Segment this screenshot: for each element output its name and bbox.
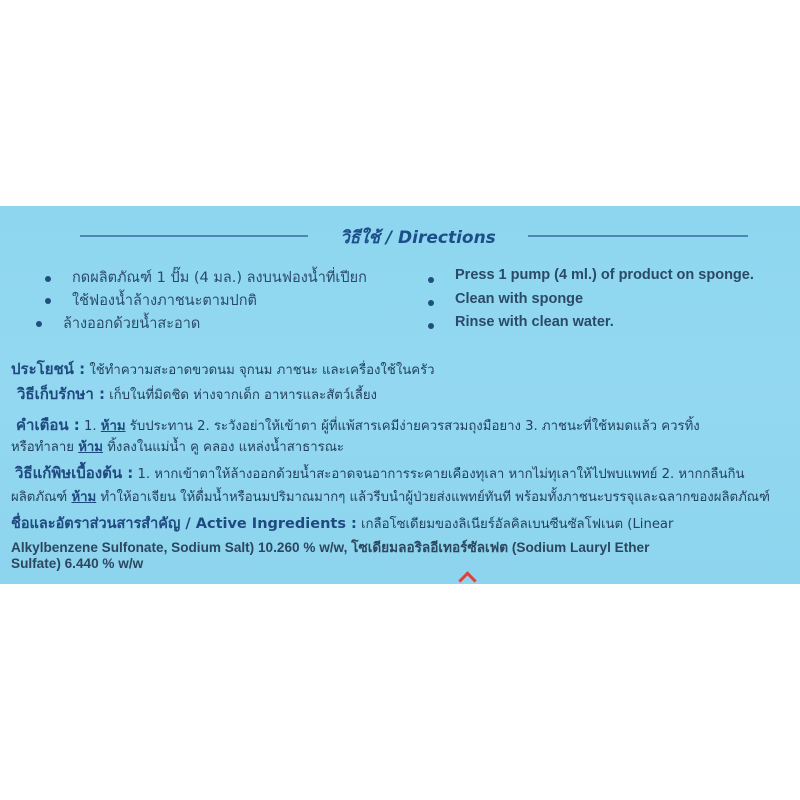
prohibit-text: ห้าม bbox=[100, 419, 126, 434]
product-label-panel bbox=[0, 206, 800, 584]
first-aid-label: วิธีแก้พิษเบื้องต้น : bbox=[15, 464, 134, 482]
warning-text-c: หรือทำลาย bbox=[11, 440, 79, 455]
prohibit-text: ห้าม bbox=[71, 490, 97, 505]
ingredients-line-3: Sulfate) 6.440 % w/w bbox=[11, 556, 144, 571]
first-aid-line-1 bbox=[15, 461, 745, 485]
prohibit-text: ห้าม bbox=[78, 440, 103, 455]
warning-text-a: 1. bbox=[79, 419, 101, 434]
directions-heading: วิธีใช้ / Directions bbox=[340, 228, 496, 248]
red-chevron-mark bbox=[458, 571, 476, 584]
heading-rule-left bbox=[80, 235, 308, 237]
direction-thai-2: ใช้ฟองน้ำล้างภาชนะตามปกติ bbox=[72, 293, 257, 309]
warning-text-b: รับประทาน 2. ระวังอย่าให้เข้าตา ผู้ที่แพ้สารเคมีง่ายควรสวมถุงมือยาง 3. ภาชนะที่ใช้หมดแล้ว ควรทิ้ง bbox=[125, 419, 700, 434]
benefits-label: ประโยชน์ : bbox=[11, 360, 86, 378]
bullet-dot bbox=[428, 323, 434, 329]
direction-english-1: Press 1 pump (4 ml.) of product on sponge. bbox=[455, 267, 754, 283]
benefits-line bbox=[11, 357, 435, 381]
first-aid-text-c: ทำให้อาเจียน ให้ดื่มน้ำหรือนมปริมาณมากๆ แล้วรีบนำผู้ป่วยส่งแพทย์ทันที พร้อมทั้งภาชนะบรรจุและฉลากของผลิตภัณฑ์ bbox=[96, 490, 770, 505]
first-aid-text-b: ผลิตภัณฑ์ bbox=[11, 490, 72, 505]
bullet-dot bbox=[428, 277, 434, 283]
benefits-text: ใช้ทำความสะอาดขวดนม จุกนม ภาชนะ และเครื่องใช้ในครัว bbox=[85, 363, 435, 378]
bullet-dot bbox=[36, 321, 42, 327]
bullet-dot bbox=[45, 298, 51, 304]
bullet-dot bbox=[428, 300, 434, 306]
warning-text-d: ทิ้งลงในแม่น้ำ คู คลอง แหล่งน้ำสาธารณะ bbox=[103, 440, 345, 455]
storage-label: วิธีเก็บรักษา : bbox=[17, 385, 105, 403]
direction-english-2: Clean with sponge bbox=[455, 291, 584, 307]
direction-english-3: Rinse with clean water. bbox=[455, 314, 614, 330]
warning-line-1 bbox=[16, 413, 700, 437]
warning-line-2 bbox=[11, 436, 344, 457]
storage-line bbox=[17, 382, 377, 406]
heading-rule-right bbox=[528, 235, 748, 237]
direction-thai-1: กดผลิตภัณฑ์ 1 ปั๊ม (4 มล.) ลงบนฟองน้ำที่เปียก bbox=[72, 270, 367, 286]
ingredients-line-1 bbox=[11, 512, 673, 535]
ingredients-line-2: Alkylbenzene Sulfonate, Sodium Salt) 10.260 % w/w, โซเดียมลอริลอีเทอร์ซัลเฟต (Sodium Lauryl Ether bbox=[11, 540, 650, 555]
bullet-dot bbox=[45, 276, 51, 282]
ingredients-label: ชื่อและอัตราส่วนสารสำคัญ / Active Ingredients : bbox=[11, 516, 357, 532]
storage-text: เก็บในที่มิดชิด ห่างจากเด็ก อาหารและสัตว์เลี้ยง bbox=[104, 388, 377, 403]
warning-label: คำเตือน : bbox=[16, 416, 80, 434]
first-aid-line-2 bbox=[11, 486, 770, 507]
first-aid-text-a: 1. หากเข้าตาให้ล้างออกด้วยน้ำสะอาดจนอาการระคายเคืองทุเลา หากไม่ทุเลาให้ไปพบแพทย์ 2. หากกลืนกิน bbox=[133, 467, 745, 482]
ingredients-text-a: เกลือโซเดียมของลิเนียร์อัลคิลเบนซีนซัลโฟเนต (Linear bbox=[356, 517, 674, 532]
direction-thai-3: ล้างออกด้วยน้ำสะอาด bbox=[63, 316, 201, 332]
